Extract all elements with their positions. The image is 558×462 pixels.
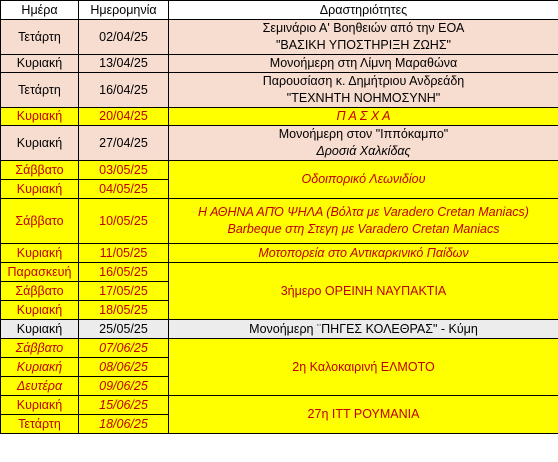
activity-line: Barbeque στη Στεγη με Varadero Cretan Maniacs — [227, 222, 500, 236]
date-cell: 20/04/25 — [79, 108, 169, 126]
activity-cell: 27η ΙΤΤ ΡΟΥΜΑΝΙΑ — [169, 396, 558, 434]
header-activities: Δραστηριότητες — [169, 1, 558, 20]
day-cell: Τετάρτη — [1, 415, 79, 434]
activity-cell: 3ήμερο ΟΡΕΙΝΗ ΝΑΥΠΑΚΤΙΑ — [169, 263, 558, 320]
activity-cell: Μοτοπορεία στο Αντικαρκινικό Παίδων — [169, 244, 558, 263]
day-cell: Κυριακή — [1, 126, 79, 161]
day-cell: Κυριακή — [1, 244, 79, 263]
day-cell: Σάββατο — [1, 161, 79, 180]
activity-line: Παρουσίαση κ. Δημήτριου Ανδρεάδη — [262, 74, 465, 88]
table-row — [1, 161, 558, 180]
table-row — [1, 339, 558, 358]
day-cell: Κυριακή — [1, 108, 79, 126]
date-cell: 17/05/25 — [79, 282, 169, 301]
table-row — [1, 55, 558, 73]
day-cell: Κυριακή — [1, 396, 79, 415]
date-cell: 13/04/25 — [79, 55, 169, 73]
day-cell: Σάββατο — [1, 282, 79, 301]
day-cell: Τετάρτη — [1, 20, 79, 55]
table-row — [1, 263, 558, 282]
day-cell: Κυριακή — [1, 301, 79, 320]
activity-cell: Μονοήμερη στη Λίμνη Μαραθώνα — [169, 55, 558, 73]
date-cell: 02/04/25 — [79, 20, 169, 55]
table-row — [1, 126, 558, 161]
date-cell: 07/06/25 — [79, 339, 169, 358]
activity-line: Μονοήμερη στον "Ιππόκαμπο" — [278, 127, 449, 141]
activity-line: Σεμινάριο Α' Βοηθειών από την ΕΟΑ — [262, 21, 465, 35]
day-cell: Κυριακή — [1, 55, 79, 73]
day-cell: Τετάρτη — [1, 73, 79, 108]
table-row — [1, 320, 558, 339]
table-row — [1, 108, 558, 126]
activity-cell — [169, 73, 558, 108]
table-row — [1, 73, 558, 108]
date-cell: 08/06/25 — [79, 358, 169, 377]
day-cell: Κυριακή — [1, 180, 79, 199]
date-cell: 27/04/25 — [79, 126, 169, 161]
date-cell: 11/05/25 — [79, 244, 169, 263]
date-cell: 25/05/25 — [79, 320, 169, 339]
activity-cell: Μονοήμερη ¨ΠΗΓΕΣ ΚΟΛΕΘΡΑΣ" - Κύμη — [169, 320, 558, 339]
header-date: Ημερομηνία — [79, 1, 169, 20]
date-cell: 04/05/25 — [79, 180, 169, 199]
activity-cell — [169, 126, 558, 161]
date-cell: 10/05/25 — [79, 199, 169, 244]
activity-cell: Οδοιπορικό Λεωνιδίου — [169, 161, 558, 199]
date-cell: 18/06/25 — [79, 415, 169, 434]
date-cell: 18/05/25 — [79, 301, 169, 320]
activity-line: "ΤΕΧΝΗΤΗ ΝΟΗΜΟΣΥΝΗ" — [286, 91, 441, 105]
date-cell: 15/06/25 — [79, 396, 169, 415]
day-cell: Σάββατο — [1, 339, 79, 358]
header-row — [1, 1, 558, 20]
date-cell: 16/04/25 — [79, 73, 169, 108]
day-cell: Δευτέρα — [1, 377, 79, 396]
activity-cell: 2η Καλοκαιρινή ΕΛΜΟΤΟ — [169, 339, 558, 396]
header-day: Ημέρα — [1, 1, 79, 20]
activity-cell — [169, 20, 558, 55]
activity-cell: Π Α Σ Χ Α — [169, 108, 558, 126]
activity-line: Δροσιά Χαλκίδας — [316, 144, 411, 158]
day-cell: Κυριακή — [1, 358, 79, 377]
activity-cell — [169, 199, 558, 244]
table-row — [1, 244, 558, 263]
day-cell: Παρασκευή — [1, 263, 79, 282]
day-cell: Σάββατο — [1, 199, 79, 244]
table-row — [1, 396, 558, 415]
date-cell: 16/05/25 — [79, 263, 169, 282]
date-cell: 09/06/25 — [79, 377, 169, 396]
day-cell: Κυριακή — [1, 320, 79, 339]
table-row — [1, 20, 558, 55]
date-cell: 03/05/25 — [79, 161, 169, 180]
activity-line: Η ΑΘΗΝΑ ΑΠΌ ΨΗΛΑ (Βόλτα με Varadero Cretan Maniacs) — [198, 205, 529, 219]
table-row — [1, 199, 558, 244]
activity-line: "ΒΑΣΙΚΗ ΥΠΟΣΤΗΡΙΞΗ ΖΩΗΣ" — [275, 38, 451, 52]
